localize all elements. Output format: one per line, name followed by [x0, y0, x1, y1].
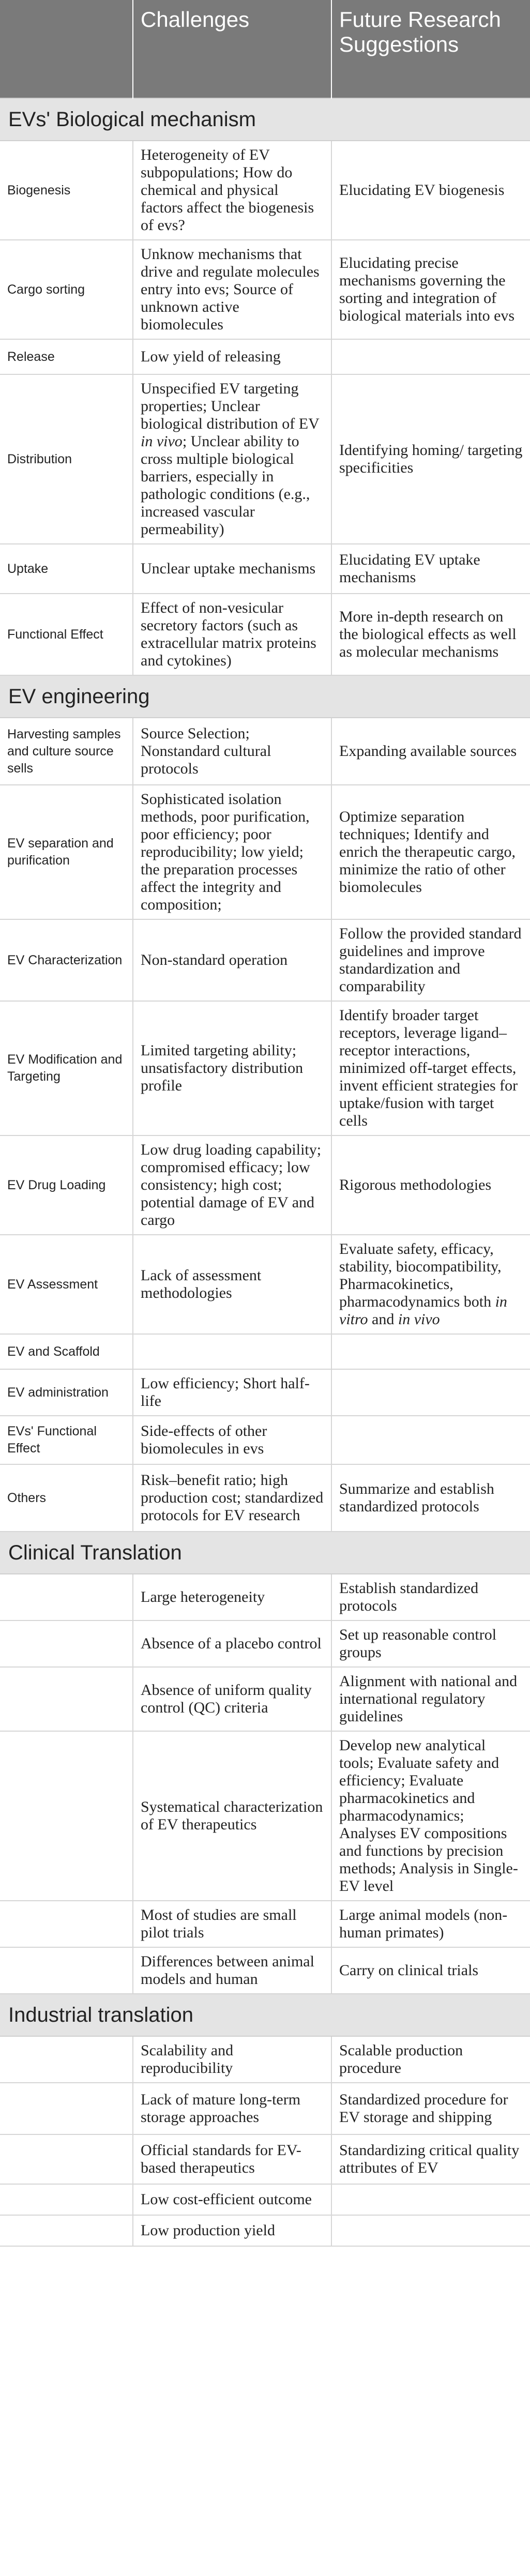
row-challenge: Low drug loading capability; compromised efficacy; low consistency; high cost; potential damage of EV and cargo	[133, 1135, 331, 1235]
row-challenge: Systematical characterization of EV therapeutics	[133, 1731, 331, 1901]
table-row	[0, 141, 530, 240]
section-title: Industrial translation	[0, 1994, 530, 2036]
row-suggestion	[331, 2184, 530, 2215]
row-challenge: Low cost-efficient outcome	[133, 2184, 331, 2215]
section-title: EV engineering	[0, 675, 530, 718]
row-suggestion	[331, 339, 530, 374]
row-challenge: Heterogeneity of EV subpopulations; How do chemical and physical factors affect the biogenesis of evs?	[133, 141, 331, 240]
row-suggestion: Follow the provided standard guidelines and improve standardization and comparability	[331, 919, 530, 1001]
row-suggestion: Standardizing critical quality attributes of EV	[331, 2134, 530, 2184]
row-challenge: Non-standard operation	[133, 919, 331, 1001]
row-category: Uptake	[0, 544, 133, 594]
row-category	[0, 1574, 133, 1620]
row-category	[0, 1901, 133, 1947]
row-challenge: Unknow mechanisms that drive and regulate molecules entry into evs; Source of unknown active biomolecules	[133, 240, 331, 339]
table-row	[0, 1334, 530, 1369]
row-suggestion: Develop new analytical tools; Evaluate safety and efficiency; Evaluate pharmacokinetics and pharmacodynamics; Analyses EV compositions and functions by precision methods; Analysis in Single-EV level	[331, 1731, 530, 1901]
row-challenge: Effect of non-vesicular secretory factors (such as extracellular matrix proteins and cytokines)	[133, 594, 331, 675]
row-category	[0, 1620, 133, 1667]
row-challenge: Differences between animal models and human	[133, 1947, 331, 1994]
row-suggestion	[331, 1334, 530, 1369]
row-category	[0, 2184, 133, 2215]
row-category: EV and Scaffold	[0, 1334, 133, 1369]
row-category	[0, 1667, 133, 1731]
row-challenge: Unspecified EV targeting properties; Unclear biological distribution of EV in vivo; Unclear ability to cross multiple biological barriers, especially in pathologic conditions (e.g., increased vascular permeability)	[133, 374, 331, 544]
table-row	[0, 544, 530, 594]
row-category: Cargo sorting	[0, 240, 133, 339]
table-row	[0, 2215, 530, 2246]
row-category: EV separation and purification	[0, 785, 133, 919]
table-body	[0, 98, 530, 2246]
table-row	[0, 2083, 530, 2134]
row-category: EV Assessment	[0, 1235, 133, 1334]
section-row	[0, 1532, 530, 1574]
row-challenge: Low yield of releasing	[133, 339, 331, 374]
row-suggestion: Summarize and establish standardized protocols	[331, 1464, 530, 1532]
row-suggestion: Optimize separation techniques; Identify and enrich the therapeutic cargo, minimize the ratio of other biomolecules	[331, 785, 530, 919]
row-category: EV administration	[0, 1369, 133, 1416]
row-category	[0, 2036, 133, 2083]
row-suggestion: More in-depth research on the biological effects as well as molecular mechanisms	[331, 594, 530, 675]
table-row	[0, 374, 530, 544]
table-row	[0, 240, 530, 339]
row-category: EV Modification and Targeting	[0, 1001, 133, 1135]
row-category	[0, 1731, 133, 1901]
table-row	[0, 1464, 530, 1532]
row-challenge: Absence of uniform quality control (QC) criteria	[133, 1667, 331, 1731]
row-challenge: Official standards for EV-based therapeutics	[133, 2134, 331, 2184]
table-row	[0, 1574, 530, 1620]
row-suggestion	[331, 1369, 530, 1416]
table-row	[0, 1001, 530, 1135]
row-challenge: Sophisticated isolation methods, poor purification, poor efficiency; poor reproducibility; low yield; the preparation processes affect the integrity and composition;	[133, 785, 331, 919]
header-row	[0, 0, 530, 98]
table-row	[0, 1901, 530, 1947]
table-row	[0, 1416, 530, 1464]
section-title: EVs' Biological mechanism	[0, 98, 530, 141]
row-suggestion: Carry on clinical trials	[331, 1947, 530, 1994]
row-suggestion: Set up reasonable control groups	[331, 1620, 530, 1667]
table-row	[0, 1731, 530, 1901]
section-row	[0, 675, 530, 718]
row-suggestion: Establish standardized protocols	[331, 1574, 530, 1620]
row-category: EV Characterization	[0, 919, 133, 1001]
row-challenge: Source Selection; Nonstandard cultural protocols	[133, 718, 331, 785]
header-challenges: Challenges	[133, 0, 331, 98]
row-suggestion: Alignment with national and international regulatory guidelines	[331, 1667, 530, 1731]
row-category	[0, 2083, 133, 2134]
table-row	[0, 1135, 530, 1235]
row-category	[0, 2134, 133, 2184]
table-row	[0, 919, 530, 1001]
table-row	[0, 1369, 530, 1416]
row-suggestion	[331, 2215, 530, 2246]
row-category	[0, 1947, 133, 1994]
row-challenge: Unclear uptake mechanisms	[133, 544, 331, 594]
row-challenge: Low production yield	[133, 2215, 331, 2246]
row-suggestion: Elucidating precise mechanisms governing the sorting and integration of biological materials into evs	[331, 240, 530, 339]
row-category	[0, 2215, 133, 2246]
row-category: EV Drug Loading	[0, 1135, 133, 1235]
row-suggestion: Identifying homing/ targeting specificities	[331, 374, 530, 544]
row-suggestion: Scalable production procedure	[331, 2036, 530, 2083]
row-suggestion: Rigorous methodologies	[331, 1135, 530, 1235]
row-category: Biogenesis	[0, 141, 133, 240]
table-row	[0, 785, 530, 919]
row-category: Release	[0, 339, 133, 374]
row-challenge	[133, 1334, 331, 1369]
row-challenge: Absence of a placebo control	[133, 1620, 331, 1667]
table-row	[0, 2184, 530, 2215]
row-category: EVs' Functional Effect	[0, 1416, 133, 1464]
row-suggestion: Elucidating EV biogenesis	[331, 141, 530, 240]
row-challenge: Limited targeting ability; unsatisfactory distribution profile	[133, 1001, 331, 1135]
table-row	[0, 718, 530, 785]
header-future-research: Future Research Suggestions	[331, 0, 530, 98]
row-category: Harvesting samples and culture source sells	[0, 718, 133, 785]
row-suggestion: Elucidating EV uptake mechanisms	[331, 544, 530, 594]
row-category: Functional Effect	[0, 594, 133, 675]
row-suggestion: Identify broader target receptors, leverage ligand–receptor interactions, minimized off-target effects, invent efficient strategies for uptake/fusion with target cells	[331, 1001, 530, 1135]
table-row	[0, 1620, 530, 1667]
section-row	[0, 1994, 530, 2036]
section-title: Clinical Translation	[0, 1532, 530, 1574]
row-challenge: Lack of mature long-term storage approaches	[133, 2083, 331, 2134]
row-suggestion: Standardized procedure for EV storage and shipping	[331, 2083, 530, 2134]
row-suggestion: Large animal models (non-human primates)	[331, 1901, 530, 1947]
header-category	[0, 0, 133, 98]
table-row	[0, 1667, 530, 1731]
section-row	[0, 98, 530, 141]
row-category: Others	[0, 1464, 133, 1532]
table-header	[0, 0, 530, 98]
row-challenge: Low efficiency; Short half-life	[133, 1369, 331, 1416]
table-row	[0, 339, 530, 374]
row-challenge: Risk–benefit ratio; high production cost; standardized protocols for EV research	[133, 1464, 331, 1532]
row-challenge: Scalability and reproducibility	[133, 2036, 331, 2083]
table-row	[0, 1947, 530, 1994]
table-row	[0, 1235, 530, 1334]
row-challenge: Most of studies are small pilot trials	[133, 1901, 331, 1947]
row-suggestion	[331, 1416, 530, 1464]
table-row	[0, 2134, 530, 2184]
row-category: Distribution	[0, 374, 133, 544]
row-challenge: Lack of assessment methodologies	[133, 1235, 331, 1334]
row-suggestion: Evaluate safety, efficacy, stability, biocompatibility, Pharmacokinetics, pharmacodynamics both in vitro and in vivo	[331, 1235, 530, 1334]
table-row	[0, 2036, 530, 2083]
table-row	[0, 594, 530, 675]
row-challenge: Large heterogeneity	[133, 1574, 331, 1620]
row-suggestion: Expanding available sources	[331, 718, 530, 785]
row-challenge: Side-effects of other biomolecules in evs	[133, 1416, 331, 1464]
